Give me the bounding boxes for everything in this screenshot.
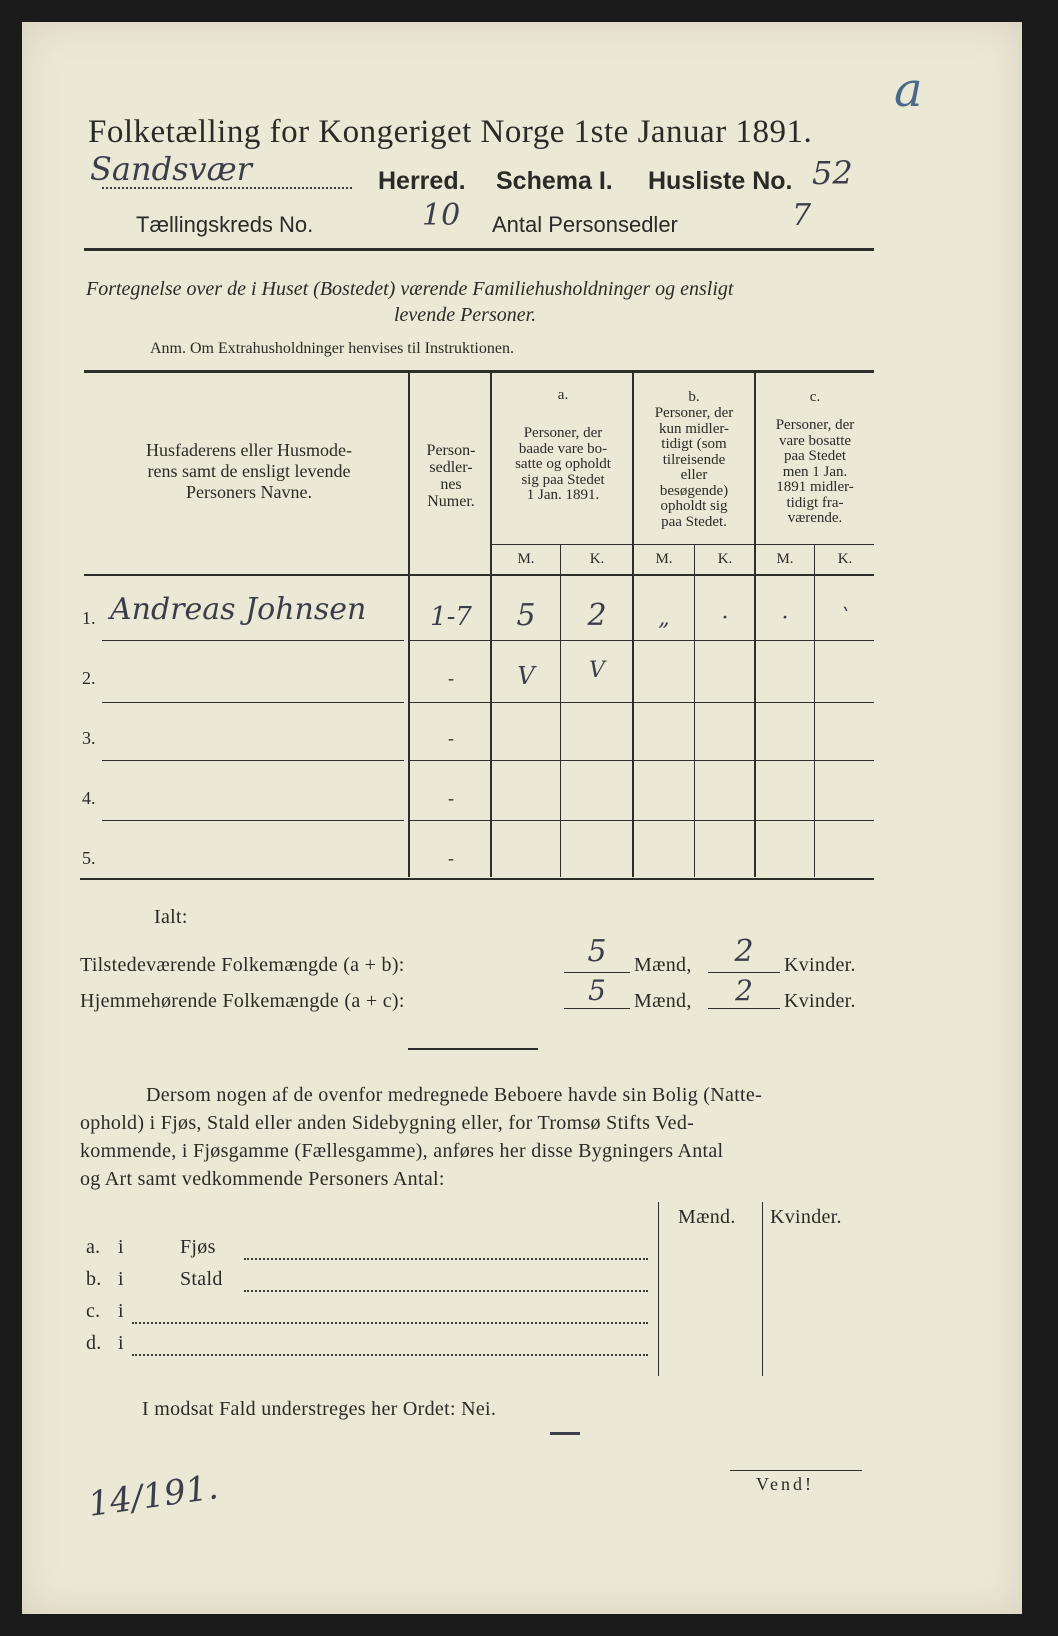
schema-label: Schema I. [496, 167, 613, 195]
col-divider-b-mk [694, 544, 695, 877]
herred-dotted-line [102, 187, 352, 189]
hjemme-kvinder: Kvinder. [784, 990, 856, 1012]
header-col-b-line: kun midler- [658, 420, 730, 437]
header-col-c [756, 418, 874, 527]
header-col-b [634, 406, 754, 530]
col-divider-c-mk [814, 544, 815, 877]
person-number: 1-7 [430, 602, 472, 632]
hjemme-m-line [564, 1008, 630, 1009]
header-names-line: rens samt de ensligt levende [147, 461, 351, 481]
taellingskreds-label: Tællingskreds No. [136, 212, 314, 237]
row-rule [410, 640, 874, 641]
header-col-b-line: paa Stedet. [661, 513, 727, 530]
header-number-line: nes [440, 476, 462, 493]
building-dotted-line [132, 1322, 648, 1324]
person-number: - [448, 788, 454, 808]
hjemme-maend: Mænd, [634, 990, 692, 1012]
header-col-a-line: 1 Jan. 1891. [526, 487, 600, 503]
vend-rule [730, 1470, 862, 1471]
header-col-b-line: tidigt (som [661, 436, 727, 452]
taellingskreds-value: 10 [422, 198, 461, 233]
header-col-b-line: Personer, der [654, 405, 734, 421]
husliste-value: 52 [812, 154, 853, 192]
building-dotted-line [244, 1258, 648, 1260]
mk-rule [492, 544, 874, 545]
husliste-label: Husliste No. [648, 167, 793, 195]
building-letter: d. [86, 1332, 102, 1354]
col-divider-a-mk [560, 544, 561, 877]
cell-a-k: V [589, 658, 605, 683]
header-col-c-line: paa Stedet [783, 448, 847, 464]
person-number: - [448, 848, 454, 868]
header-col-a-line: satte og opholdt [515, 456, 611, 472]
building-i: i [118, 1268, 124, 1290]
buildings-col-divider-2 [762, 1202, 763, 1376]
header-names-line: Husfaderens eller Husmode- [146, 440, 352, 460]
header-col-b-line: opholdt sig [660, 498, 728, 514]
tilstede-k-value: 2 [734, 934, 754, 969]
col-a-letter: a. [557, 387, 569, 403]
buildings-paragraph-line: og Art samt vedkommende Personers Antal: [80, 1168, 445, 1190]
buildings-paragraph-line: Dersom nogen af de ovenfor medregnede Beboere havde sin Bolig (Natte- [146, 1084, 763, 1106]
building-label: Stald [180, 1268, 223, 1290]
cell-a-m: V [517, 662, 535, 690]
header-names [94, 440, 404, 503]
row-rule [410, 702, 874, 703]
anm-note: Anm. Om Extrahusholdninger henvises til Instruktionen. [150, 340, 514, 357]
hjemme-k-value: 2 [735, 974, 753, 1007]
tilstede-m-line [564, 972, 630, 973]
row-rule [410, 820, 874, 821]
tilstede-kvinder: Kvinder. [784, 954, 856, 976]
handwritten-note: 14/191. [85, 1467, 221, 1525]
header-number-line: Person- [426, 442, 476, 459]
tilstede-label: Tilstedeværende Folkemængde (a + b): [80, 954, 405, 976]
cell-c-k: ` [839, 606, 851, 631]
row-rule [410, 760, 874, 761]
table-bottom-rule [80, 878, 874, 880]
building-i: i [118, 1332, 124, 1354]
building-dotted-line [244, 1290, 648, 1292]
building-letter: a. [86, 1236, 101, 1258]
header-number-line: sedler- [429, 459, 473, 476]
header-col-b-line: eller [680, 467, 708, 483]
buildings-paragraph-line: ophold) i Fjøs, Stald eller anden Sidebygning eller, for Tromsø Stifts Ved- [80, 1112, 695, 1134]
tilstede-k-line [708, 972, 780, 973]
buildings-col-kvinder: Kvinder. [770, 1206, 842, 1228]
building-letter: c. [86, 1300, 101, 1322]
person-name: Andreas Johnsen [110, 592, 367, 627]
vend-label: Vend! [756, 1474, 814, 1494]
header-names-line: Personers Navne. [186, 482, 312, 502]
ialt-label: Ialt: [154, 906, 188, 928]
mk-label-bm: M. [655, 551, 673, 567]
corner-letter-mark: a [894, 62, 923, 118]
mk-label-ak: K. [589, 551, 605, 567]
header-col-c-line: vare bosatte [778, 432, 852, 449]
header-col-c-line: Personer, der [775, 417, 855, 433]
hjemme-k-line [708, 1008, 780, 1009]
row-number: 2. [82, 668, 96, 688]
nei-underline [550, 1432, 580, 1435]
header-number [412, 442, 490, 510]
herred-label: Herred. [378, 167, 466, 195]
header-col-c-line: 1891 midler- [776, 479, 854, 495]
building-label: Fjøs [180, 1236, 216, 1258]
building-dotted-line [132, 1354, 648, 1356]
section-divider [408, 1048, 538, 1050]
census-form-page [22, 22, 1022, 1614]
header-number-line: Numer. [427, 493, 475, 510]
buildings-paragraph-line: kommende, i Fjøsgamme (Fællesgamme), anføres her disse Bygningers Antal [80, 1140, 724, 1162]
nei-footer: I modsat Fald understreges her Ordet: Nei. [142, 1398, 497, 1420]
row-rule [102, 702, 404, 703]
col-c-letter: c. [809, 389, 821, 405]
tilstede-maend: Mænd, [634, 954, 692, 976]
header-col-c-line: men 1 Jan. [782, 463, 848, 480]
intro-line-1: Fortegnelse over de i Huset (Bostedet) værende Familiehusholdninger og ensligt [86, 278, 734, 300]
buildings-col-maend: Mænd. [678, 1206, 736, 1228]
cell-b-m: „ [658, 606, 670, 631]
tilstede-m-value: 5 [587, 934, 607, 969]
hjemme-label: Hjemmehørende Folkemængde (a + c): [80, 990, 405, 1012]
person-number: - [448, 668, 454, 688]
header-col-c-line: værende. [787, 510, 843, 526]
form-title: Folketælling for Kongeriget Norge 1ste Januar 1891. [88, 114, 813, 150]
person-number: - [448, 728, 454, 748]
herred-value: Sandsvær [90, 150, 252, 188]
header-col-a-line: Personer, der [523, 425, 603, 441]
mk-label-bk: K. [717, 551, 733, 567]
header-col-b-line: tilreisende [662, 451, 726, 468]
mk-label-cm: M. [776, 551, 794, 567]
row-number: 5. [82, 848, 96, 868]
antal-label: Antal Personsedler [492, 212, 678, 237]
mk-label-ck: K. [837, 551, 853, 567]
buildings-col-divider-1 [658, 1202, 659, 1376]
mk-label-am: M. [517, 551, 535, 567]
col-divider-name [408, 372, 410, 877]
row-number: 3. [82, 728, 96, 748]
building-i: i [118, 1300, 124, 1322]
building-i: i [118, 1236, 124, 1258]
cell-a-m: 5 [516, 598, 536, 633]
row-rule [102, 820, 404, 821]
intro-line-2: levende Personer. [394, 304, 537, 326]
cell-a-k: 2 [587, 598, 607, 633]
header-col-a [494, 426, 632, 504]
hjemme-m-value: 5 [588, 974, 606, 1007]
cell-b-k: · [721, 606, 729, 631]
header-col-a-line: baade vare bo- [518, 440, 608, 457]
row-rule [102, 640, 404, 641]
header-col-b-line: besøgende) [659, 482, 729, 499]
cell-c-m: · [781, 606, 789, 631]
header-col-a-line: sig paa Stedet [521, 471, 605, 488]
col-b-letter: b. [688, 389, 700, 405]
row-number: 4. [82, 788, 96, 808]
building-letter: b. [86, 1268, 102, 1290]
row-rule [102, 760, 404, 761]
header-rule [84, 248, 874, 251]
row-number: 1. [82, 608, 96, 628]
antal-value: 7 [792, 198, 812, 233]
header-col-c-line: tidigt fra- [786, 494, 844, 511]
